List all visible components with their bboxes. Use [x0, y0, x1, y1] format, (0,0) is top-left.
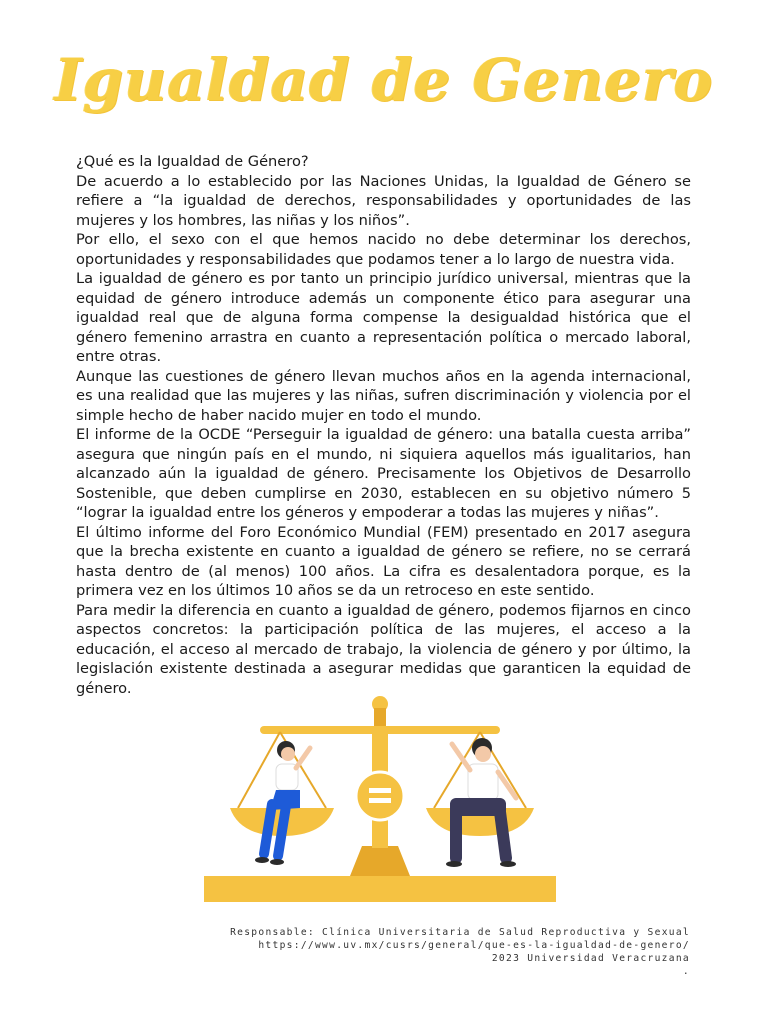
balance-scale-equality-icon — [200, 686, 560, 906]
scale-base — [350, 846, 410, 876]
man-figure — [446, 738, 516, 867]
footer-copyright: 2023 Universidad Veracruzana — [491, 953, 690, 964]
scale-beam — [260, 726, 500, 734]
footer-responsible: Responsable: Clínica Universitaria de Salud Reproductiva y Sexual — [230, 927, 690, 938]
article-paragraph: El último informe del Foro Económico Mundial (FEM) presentado en 2017 asegura que la brecha existente en cuanto a igualdad de género se refiere, no se cerrará hasta dentro de (al menos) 100 años. La cifra es desalentadora porque, es la primera vez en los últimos 10 años se da un retroceso en este sentido. — [76, 523, 691, 599]
footer-url: https://www.uv.mx/cusrs/general/que-es-la-igualdad-de-genero/ — [258, 940, 690, 951]
article-paragraph: La igualdad de género es por tanto un principio jurídico universal, mientras que la equidad de género introduce además un componente ético para asegurar una igualdad real que de alguna forma compense la desigualdad histórica que el género femenino arrastra en cuanto a representación política o mercado laboral, entre otras. — [76, 270, 691, 365]
page-title: Igualdad de Genero — [54, 46, 714, 114]
ground-bar — [204, 876, 556, 902]
woman-figure — [255, 741, 310, 865]
footer-dot: . — [682, 966, 690, 977]
article-paragraph: Para medir la diferencia en cuanto a igualdad de género, podemos fijarnos en cinco aspectos concretos: la participación política de las mujeres, el acceso a la educación, el acceso al mercado de trabajo, la violencia de género y por último, la legislación existente destinada a asegurar medidas que garanticen la equidad de género. — [76, 601, 691, 697]
article-heading: ¿Qué es la Igualdad de Género? — [76, 153, 309, 170]
footer-credits — [230, 926, 690, 978]
equals-circle — [356, 772, 404, 820]
article-paragraph: De acuerdo a lo establecido por las Naciones Unidas, la Igualdad de Género se refiere a “la igualdad de derechos, responsabilidades y oportunidades de las mujeres y los hombres, las niñas y los niños”. — [76, 172, 691, 229]
article-paragraph: El informe de la OCDE “Perseguir la igualdad de género: una batalla cuesta arriba” asegura que ningún país en el mundo, ni siquiera aquellos más igualitarios, han alcanzado aún la igualdad de género. Precisamente los Objetivos de Desarrollo Sostenible, que deben cumplirse en 2030, establecen en su objetivo número 5 “lograr la igualdad entre los géneros y empoderar a todas las mujeres y niñas”. — [76, 426, 691, 521]
article-body — [76, 152, 691, 698]
article-paragraph: Por ello, el sexo con el que hemos nacido no debe determinar los derechos, oportunidades y responsabilidades que podamos tener a lo largo de nuestra vida. — [76, 231, 691, 268]
article-paragraph: Aunque las cuestiones de género llevan muchos años en la agenda internacional, es una realidad que las mujeres y las niñas, sufren discriminación y violencia por el simple hecho de haber nacido mujer en todo el mundo. — [76, 367, 691, 424]
